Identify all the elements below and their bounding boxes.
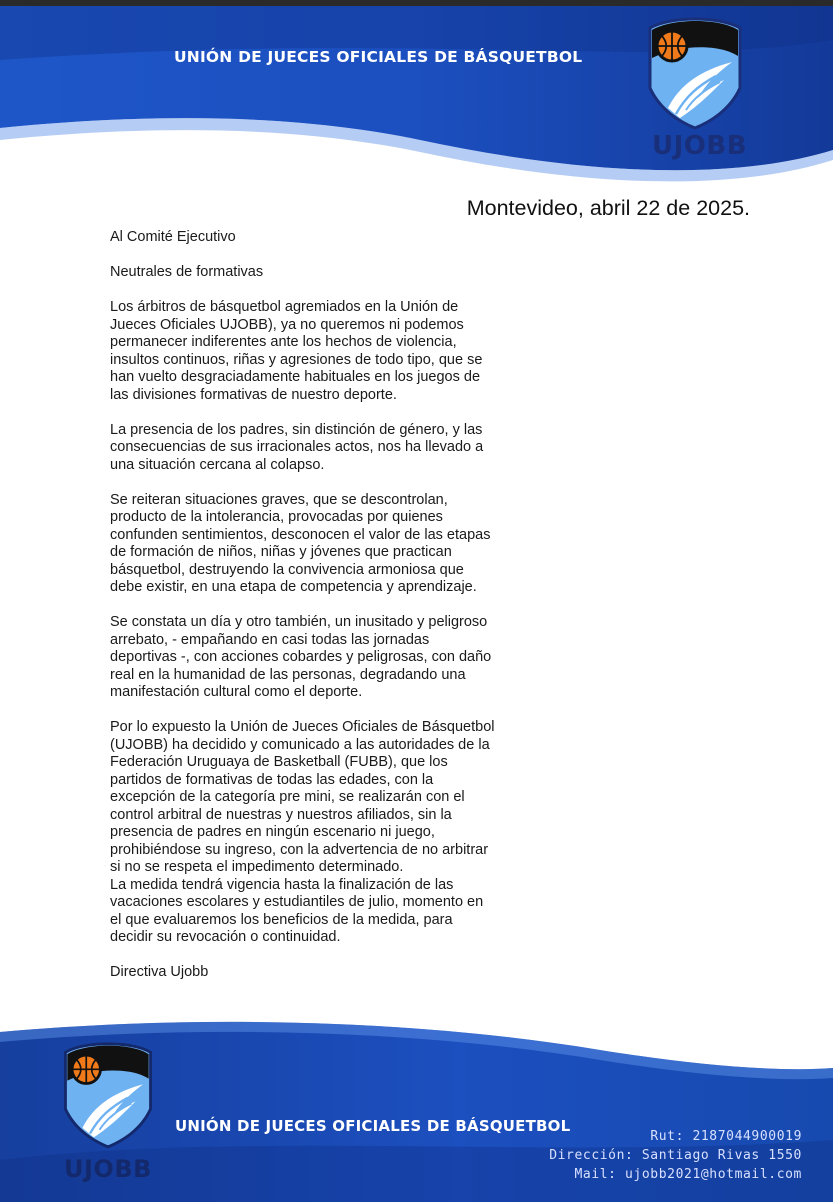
basketball-icon — [72, 1055, 100, 1083]
paragraph-line: consecuencias de sus irracionales actos, nos ha llevado a — [110, 439, 484, 455]
paragraph-line: presencia de padres en ningún escenario ni juego, — [110, 824, 435, 840]
letter-date: Montevideo, abril 22 de 2025. — [466, 196, 750, 220]
paragraph-line: el que evaluaremos los beneficios de la medida, para — [110, 911, 453, 928]
paragraph-line: La presencia de los padres, sin distinción de género, y las — [110, 421, 483, 438]
letter-body — [110, 229, 530, 982]
paragraph-line: vacaciones escolares y estudiantiles de julio, momento en — [110, 894, 484, 910]
letter-paragraph — [110, 492, 530, 597]
paragraph-line: Los árbitros de básquetbol agremiados en la Unión de — [110, 299, 459, 315]
paragraph-line: real en la humanidad de las personas, degradando una — [110, 666, 466, 683]
footer-address: Dirección: Santiago Rivas 1550 — [549, 1148, 802, 1163]
paragraph-line: debe existir, en una etapa de competencia y aprendizaje. — [110, 579, 477, 595]
paragraph-line: Jueces Oficiales UJOBB), ya no queremos ni podemos — [110, 316, 464, 333]
paragraph-line: control arbitral de nuestras y nuestros afiliados, sin la — [110, 806, 452, 823]
paragraph-line: producto de la intolerancia, provocadas por quienes — [110, 509, 443, 525]
paragraph-line: arrebato, - empañando en casi todas las jornadas — [110, 631, 430, 648]
paragraph-line: prohibiéndose su ingreso, con la advertencia de no arbitrar — [110, 841, 489, 858]
paragraph-line: manifestación cultural como el deporte. — [110, 684, 363, 700]
paragraph-line: una situación cercana al colapso. — [110, 456, 325, 473]
letter-paragraph — [110, 299, 530, 404]
paragraph-line: permanecer indiferentes ante los hechos de violencia, — [110, 334, 457, 350]
basketball-icon — [657, 31, 687, 61]
paragraph-line: (UJOBB) ha decidido y comunicado a las autoridades de la — [110, 736, 490, 753]
letter-addressee: Al Comité Ejecutivo — [110, 229, 236, 245]
paragraph-line: Por lo expuesto la Unión de Jueces Oficiales de Básquetbol — [110, 719, 495, 735]
paragraph-line: básquetbol, destruyendo la convivencia armoniosa que — [110, 561, 464, 578]
ujobb-footer-logo — [56, 1030, 160, 1154]
letter-paragraph — [110, 614, 530, 702]
paragraph-line: Federación Uruguaya de Basketball (FUBB), que los — [110, 754, 448, 770]
paragraph-line: de formación de niños, niñas y jóvenes que practican — [110, 544, 452, 560]
footer-contact — [549, 1127, 802, 1184]
paragraph-line: excepción de la categoría pre mini, se realizarán con el — [110, 789, 465, 805]
paragraph-line: Se constata un día y otro también, un inusitado y peligroso — [110, 614, 488, 630]
footer-organization-name: UNIÓN DE JUECES OFICIALES DE BÁSQUETBOL — [175, 1117, 571, 1135]
letter-subject: Neutrales de formativas — [110, 264, 264, 280]
letter-signature: Directiva Ujobb — [110, 964, 209, 980]
footer-rut: Rut: 2187044900019 — [650, 1129, 802, 1144]
footer-logo-text: UJOBB — [64, 1155, 152, 1183]
paragraph-line: confunden sentimientos, desconocen el valor de las etapas — [110, 526, 491, 543]
paragraph-line: han vuelto desgraciadamente habituales en los juegos de — [110, 369, 481, 385]
ujobb-logo — [640, 10, 750, 130]
paragraph-line: La medida tendrá vigencia hasta la finalización de las — [110, 876, 454, 893]
letter-paragraph — [110, 719, 530, 947]
paragraph-line: si no se respeta el impedimento determinado. — [110, 859, 404, 875]
paragraph-line: insultos continuos, riñas y agresiones de todo tipo, que se — [110, 351, 483, 368]
paragraph-line: Se reiteran situaciones graves, que se descontrolan, — [110, 491, 448, 508]
paragraph-line: las divisiones formativas de nuestro deporte. — [110, 386, 397, 403]
footer-email: Mail: ujobb2021@hotmail.com — [574, 1167, 802, 1182]
letter-paragraph — [110, 422, 530, 475]
paragraph-line: deportivas -, con acciones cobardes y peligrosas, con daño — [110, 649, 492, 665]
paragraph-line: decidir su revocación o continuidad. — [110, 929, 341, 945]
header-logo-text: UJOBB — [652, 131, 748, 161]
header-organization-name: UNIÓN DE JUECES OFICIALES DE BÁSQUETBOL — [174, 48, 583, 66]
paragraph-line: partidos de formativas de todas las edades, con la — [110, 771, 434, 788]
